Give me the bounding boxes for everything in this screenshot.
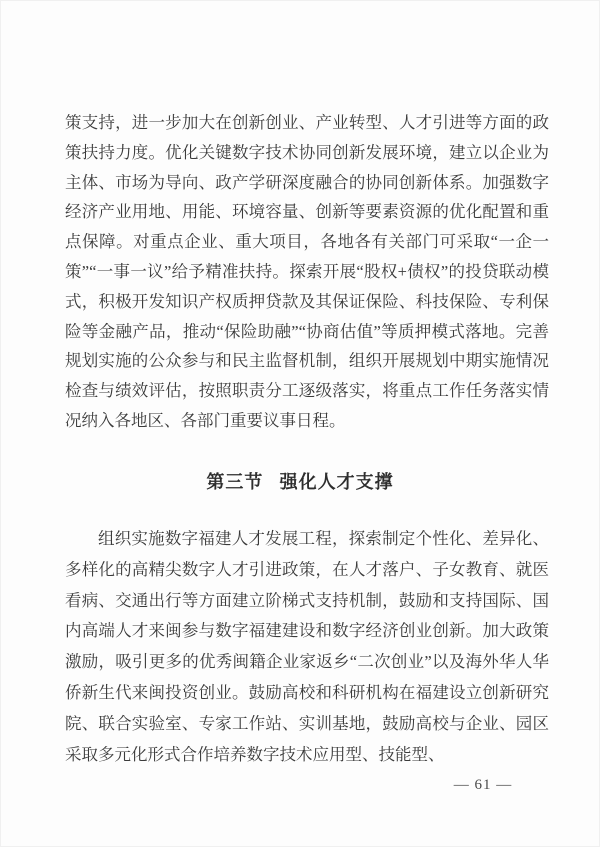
- page-number: — 61 —: [453, 777, 513, 793]
- paragraph-talent-support: 组织实施数字福建人才发展工程，探索制定个性化、差异化、多样化的高精尖数字人才引进政策，在人才落户、子女教育、就医看病、交通出行等方面建立阶梯式支持机制，鼓励和支持国际、国内高端人才来闽参与数字福建建设和数字经济创业创新。加大政策激励，吸引更多的优秀闽籍企业家返乡“二次创业”以及海外华人华侨新生代来闽投资创业。鼓励高校和科研机构在福建设立创新研究院、联合实验室、专家工作站、实训基地，鼓励高校与企业、园区采取多元化形式合作培养数字技术应用型、技能型、: [65, 529, 549, 764]
- paragraph-policy-support: 策支持，进一步加大在创新创业、产业转型、人才引进等方面的政策扶持力度。优化关键数字技术协同创新发展环境，建立以企业为主体、市场为导向、政产学研深度融合的协同创新体系。加强数字经济产业用地、用能、环境容量、创新等要素资源的优化配置和重点保障。对重点企业、重大项目，各地各有关部门可采取“一企一策”“一事一议”给予精准扶持。探索开展“股权+债权”的投贷联动模式，积极开发知识产权质押贷款及其保证保险、科技保险、专利保险等金融产品，推动“保险助融”“协商估值”等质押模式落地。完善规划实施的公众参与和民主监督机制，组织开展规划中期实施情况检查与绩效评估，按照职责分工逐级落实，将重点工作任务落实情况纳入各地区、各部门重要议事日程。: [65, 113, 549, 430]
- section-number: 第三节: [206, 472, 264, 492]
- section-title: 强化人才支撑: [279, 472, 394, 492]
- section-heading: [0, 466, 600, 498]
